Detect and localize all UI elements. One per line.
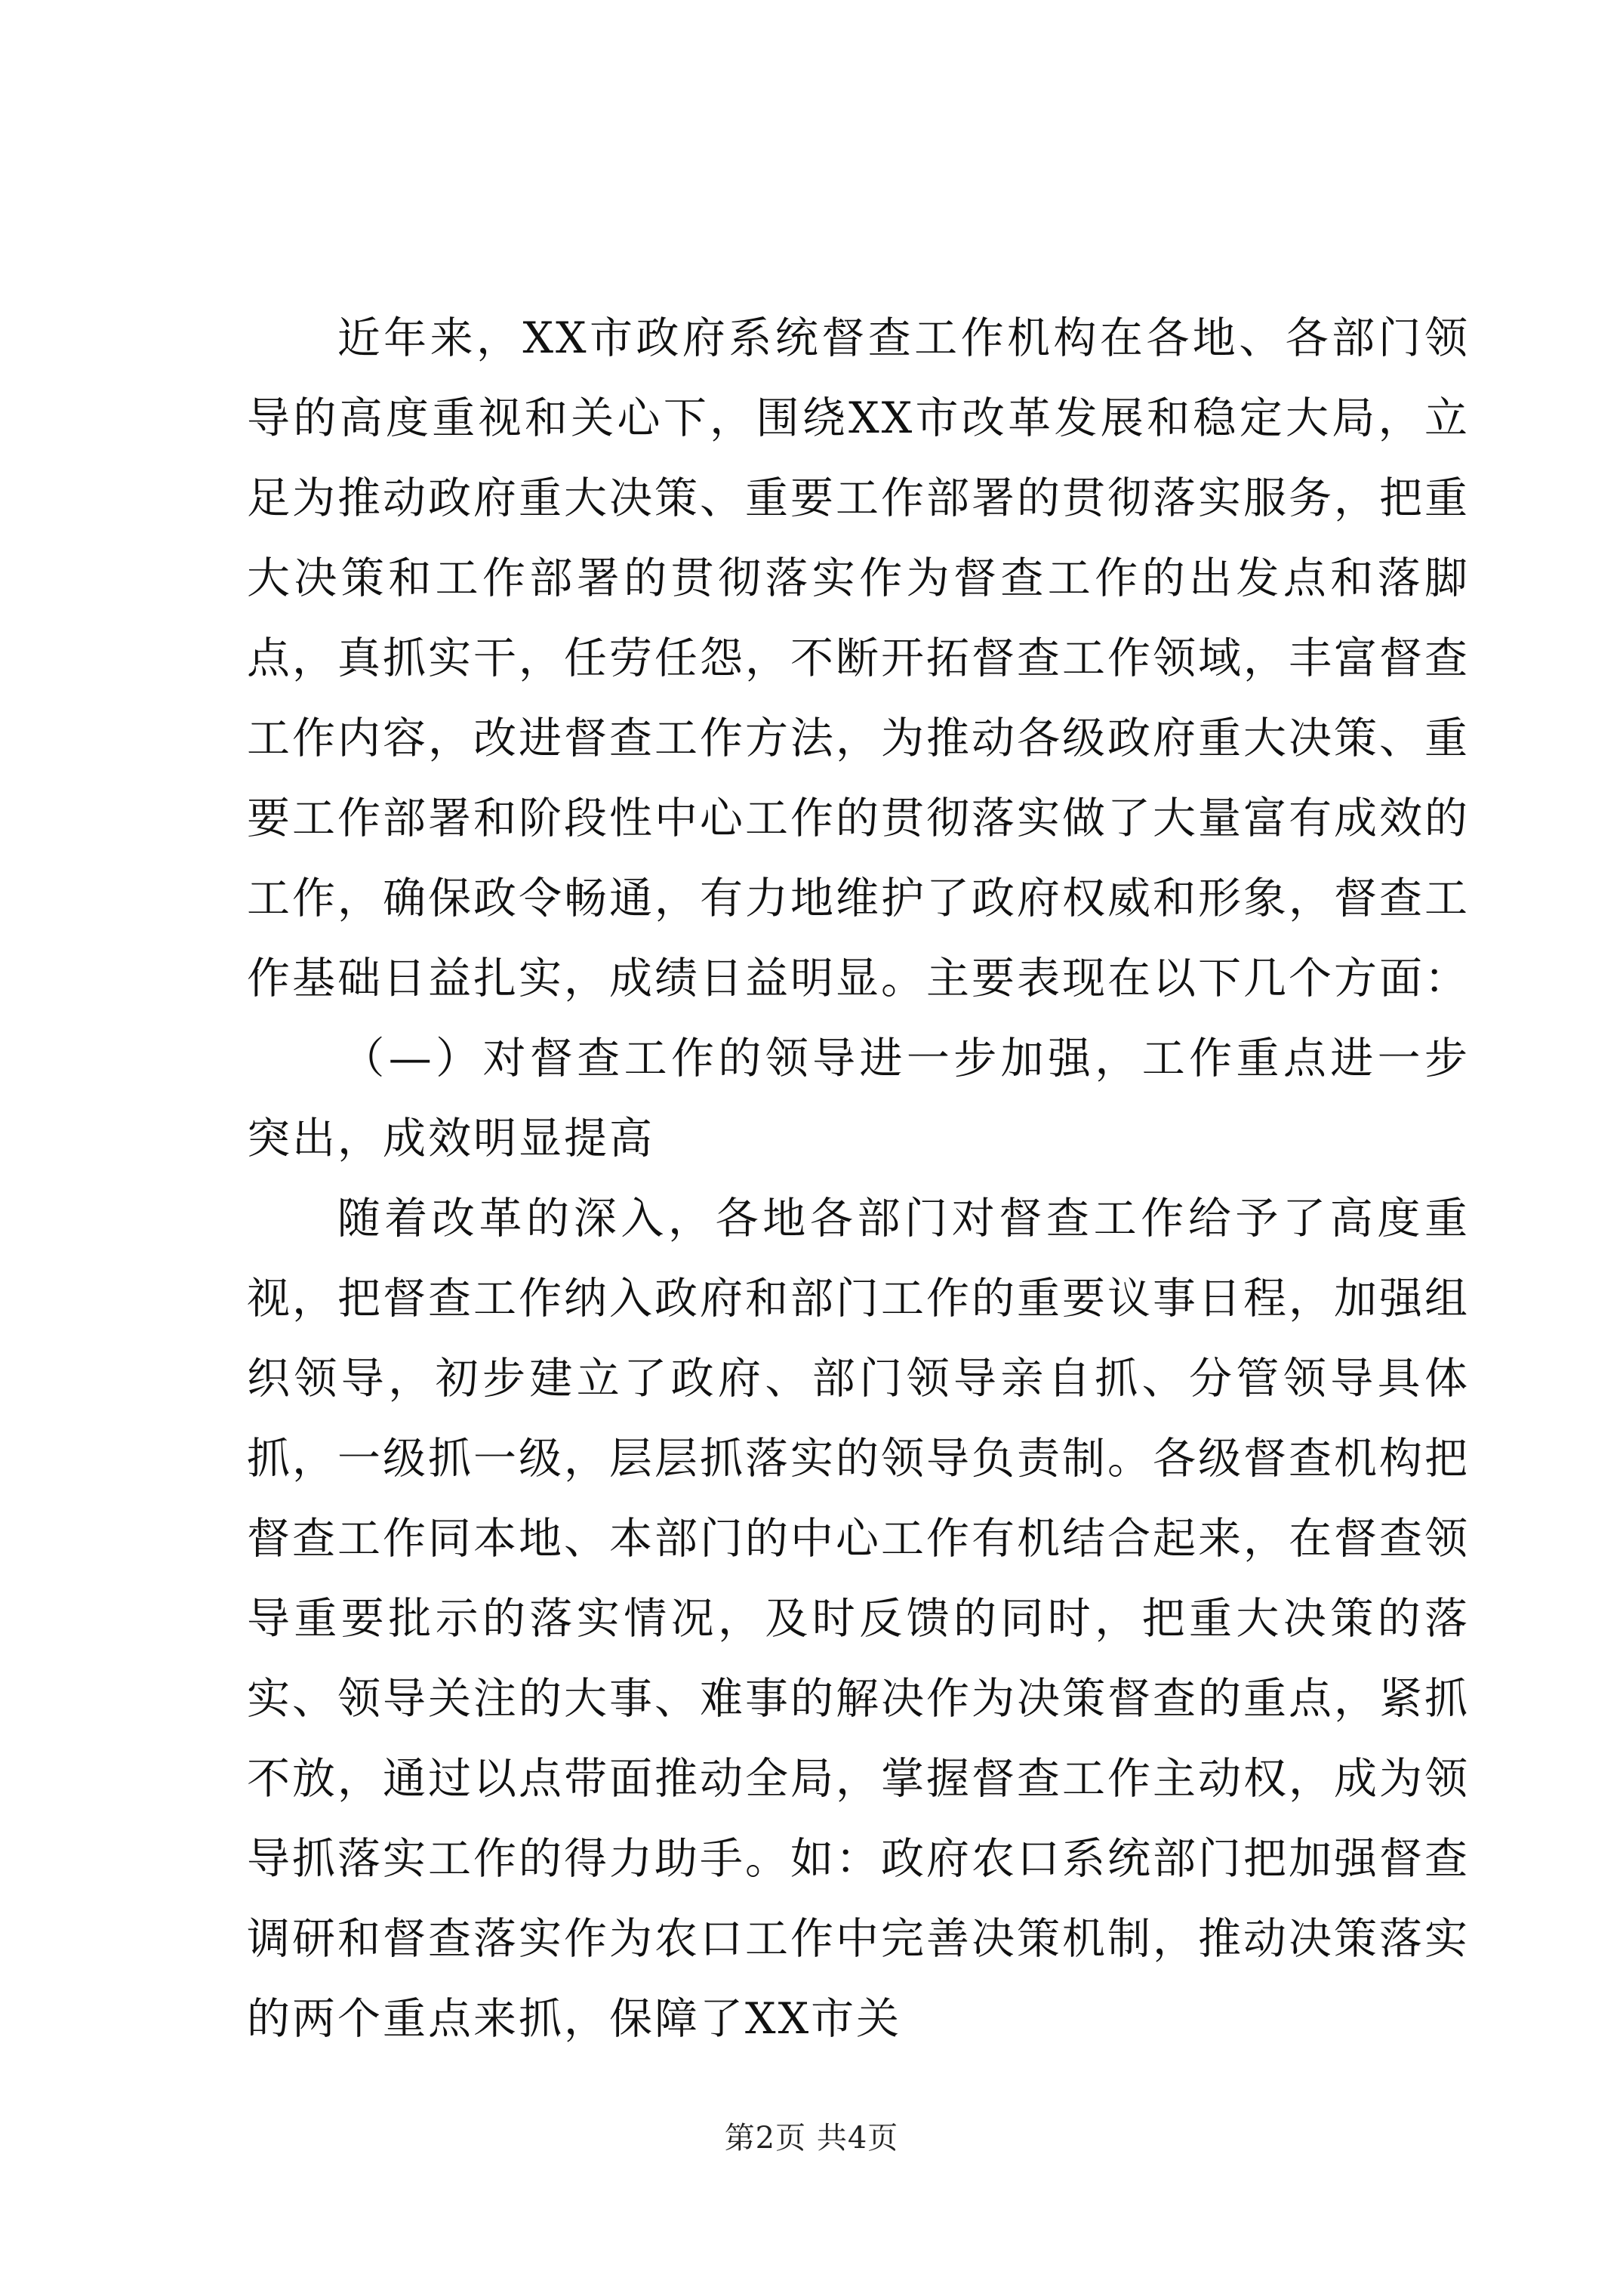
document-body: [247, 298, 1470, 2059]
section-heading: （—）对督查工作的领导进一步加强，工作重点进一步突出，成效明显提高: [247, 1034, 1470, 1163]
paragraph-section-one: 随着改革的深入，各地各部门对督查工作给予了高度重视，把督查工作纳入政府和部门工作的重要议事日程，加强组织领导，初步建立了政府、部门领导亲自抓、分管领导具体抓，一级抓一级，层层抓落实的领导负责制。各级督查机构把督查工作同本地、本部门的中心工作有机结合起来，在督查领导重要批示的落实情况，及时反馈的同时，把重大决策的落实、领导关注的大事、难事的解决作为决策督查的重点，紧抓不放，通过以点带面推动全局，掌握督查工作主动权，成为领导抓落实工作的得力助手。如：政府农口系统部门把加强督查调研和督查落实作为农口工作中完善决策机制，推动决策落实的两个重点来抓，保障了XX市关: [247, 1194, 1470, 2044]
paragraph-intro: 近年来，XX市政府系统督查工作机构在各地、各部门领导的高度重视和关心下，围绕XX市改革发展和稳定大局，立足为推动政府重大决策、重要工作部署的贯彻落实服务，把重大决策和工作部署的贯彻落实作为督查工作的出发点和落脚点，真抓实干，任劳任怨，不断开拓督查工作领域，丰富督查工作内容，改进督查工作方法，为推动各级政府重大决策、重要工作部署和阶段性中心工作的贯彻落实做了大量富有成效的工作，确保政令畅通，有力地维护了政府权威和形象，督查工作基础日益扎实，成绩日益明显。主要表现在以下几个方面：: [247, 313, 1470, 1003]
page-footer: 第2页 共4页: [724, 2121, 899, 2156]
